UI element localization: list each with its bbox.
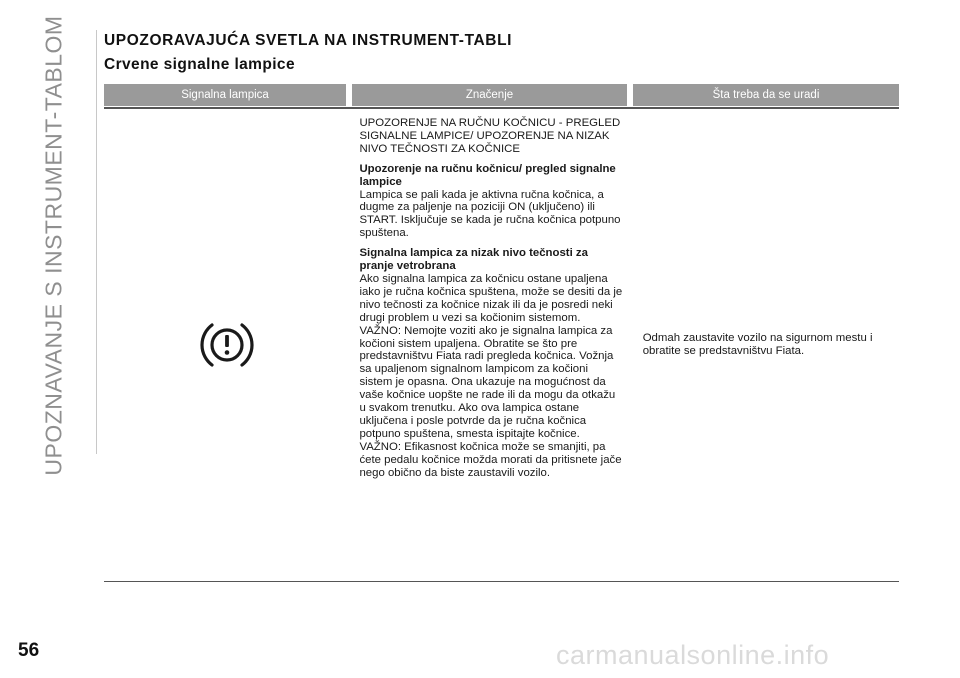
brake-warning-icon <box>199 319 255 371</box>
page-title: UPOZORAVAJUĆA SVETLA NA INSTRUMENT-TABLI <box>104 32 513 49</box>
meaning-cell <box>349 109 628 581</box>
meaning-intro: UPOZORENJE NA RUČNU KOČNICU - PREGLED SIGNALNE LAMPICE/ UPOZORENJE NA NIZAK NIVO TEČNOSTI ZA KOČNICE <box>359 117 621 155</box>
important-note: VAŽNO: Nemojte voziti ako je signalna lampica za kočioni sistem upaljena. Obratite se što pre predstavništvu Fiata radi pregleda kočnica. Vožnja sa upaljenom signalnom lampicom za kočioni sistem je opasna. Ona ukazuje na mogućnost da vaše kočnice uopšte ne rade ili da mogu da otkažu u svakom trenutku. Ako ova lampica ostane uključena i posle potvrde da je ručna kočnica potpuno spuštena, smesta ispitajte kočnice. <box>359 324 616 440</box>
section-side-title-text: UPOZNAVANJE S INSTRUMENT-TABLOM <box>40 14 67 476</box>
meaning-section-text: Lampica se pali kada je aktivna ručna kočnica, a dugme za paljenje na poziciji ON (uključeno) ili START. Isključuje se kada je ručna kočnica potpuno spuštena. <box>359 188 621 240</box>
action-cell <box>629 109 899 581</box>
column-header-signal-light: Signalna lampica <box>104 84 346 106</box>
meaning-section-fluid <box>359 247 622 479</box>
important-note: VAŽNO: Efikasnost kočnica može se smanjiti, pa ćete pedalu kočnice možda morati da pritisnete jače nego obično da biste zaustavili vozilo. <box>359 440 622 479</box>
page-number: 56 <box>18 640 40 661</box>
action-text: Odmah zaustavite vozilo na sigurnom mestu i obratite se predstavništvu Fiata. <box>642 332 873 357</box>
meaning-section-title: Signalna lampica za nizak nivo tečnosti za pranje vetrobrana <box>359 247 588 273</box>
meaning-section-text: Ako signalna lampica za kočnicu ostane upaljena iako je ručna kočnica spuštena, može se desiti da je nivo tečnosti za kočnice nizak ili da je posredi neki drugi problem u vezi sa kočionim sistemom. <box>359 272 623 324</box>
column-header-action: Šta treba da se uradi <box>633 84 899 106</box>
page-subtitle: Crvene signalne lampice <box>104 56 295 73</box>
warning-lights-table <box>104 84 899 582</box>
side-divider <box>96 30 97 454</box>
signal-light-cell <box>104 109 349 581</box>
section-side-title <box>18 14 90 476</box>
meaning-section-handbrake <box>359 163 622 240</box>
watermark: carmanualsonline.info <box>556 640 830 670</box>
column-header-meaning: Značenje <box>352 84 627 106</box>
table-row <box>104 109 899 581</box>
meaning-section-title: Upozorenje na ručnu kočnicu/ pregled signalne lampice <box>359 162 616 188</box>
table-header-row <box>104 84 899 106</box>
table-bottom-rule <box>104 581 899 582</box>
